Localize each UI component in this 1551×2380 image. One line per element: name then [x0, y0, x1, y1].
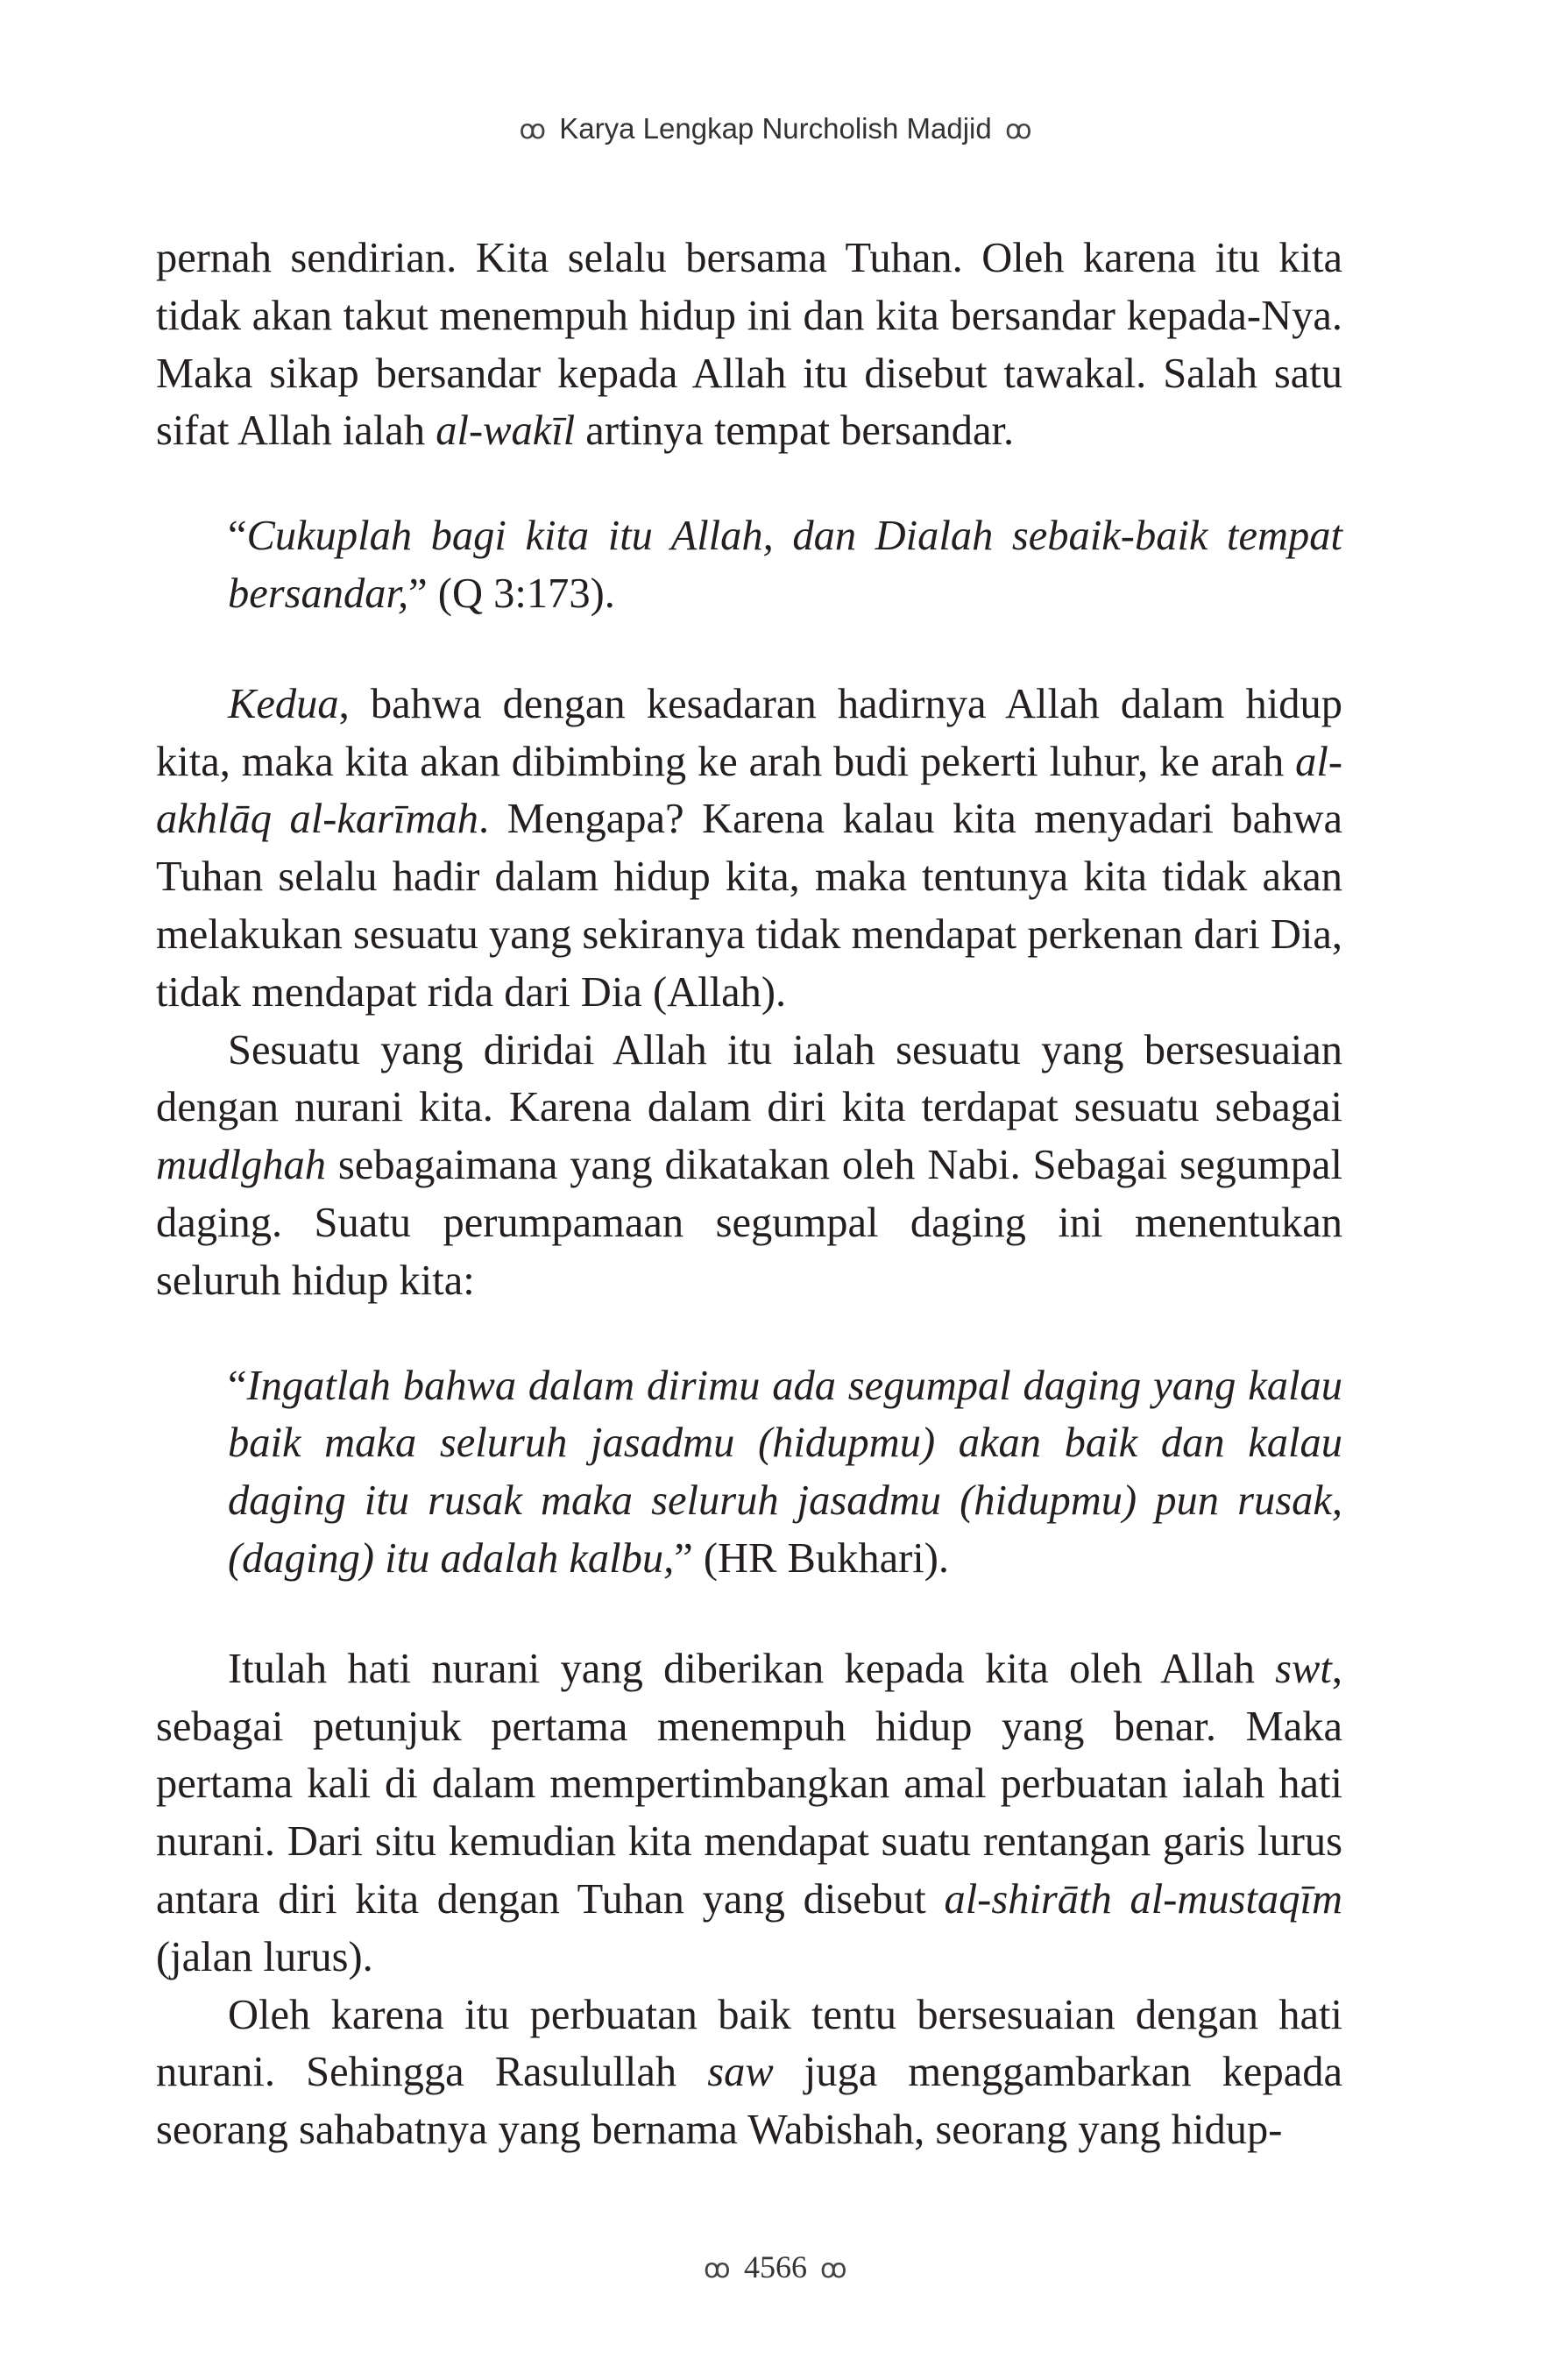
quote-hr-bukhari: “Ingatlah bahwa dalam dirimu ada segumpal daging yang kalau baik maka seluruh jasadmu (hidupmu) akan baik dan kalau daging itu rusak maka seluruh jasadmu (hidupmu) pun rusak, (daging) itu adalah kalbu,” (HR Bukhari).: [228, 1362, 1342, 1582]
ornament-right-icon: ꝏ: [1004, 115, 1032, 145]
page-number: 4566: [744, 2249, 807, 2284]
ornament-right-icon: ꝏ: [820, 2254, 847, 2284]
paragraph-kedua: Kedua, bahwa dengan kesadaran hadirnya Allah dalam hidup kita, maka kita akan dibimbing ke arah budi pekerti luhur, ke arah al-akhlāq al-karīmah. Mengapa? Karena kalau kita menyadari bahwa Tuhan selalu hadir dalam hidup kita, maka tentunya kita tidak akan melakukan sesuatu yang sekiranya tidak mendapat perkenan dari Dia, tidak mendapat rida dari Dia (Allah).: [156, 680, 1343, 1016]
ornament-left-icon: ꝏ: [704, 2254, 731, 2284]
paragraph-perbuatan-baik: Oleh karena itu perbuatan baik tentu bersesuaian dengan hati nurani. Sehingga Rasulullah saw juga menggambarkan kepada seorang sahabatnya yang bernama Wabishah, seorang yang hidup-: [156, 1991, 1342, 2154]
page-footer: [0, 2249, 1551, 2285]
ornament-left-icon: ꝏ: [519, 115, 547, 145]
paragraph-diridai: Sesuatu yang diridai Allah itu ialah sesuatu yang bersesuaian dengan nurani kita. Karena dalam diri kita terdapat sesuatu sebagai mudlghah sebagaimana yang dikatakan oleh Nabi. Sebagai segumpal daging. Suatu perumpamaan segumpal daging ini menentukan seluruh hidup kita:: [156, 1026, 1342, 1304]
paragraph-1: pernah sendirian. Kita selalu bersama Tuhan. Oleh karena itu kita tidak akan takut menempuh hidup ini dan kita bersandar kepada-Nya. Maka sikap bersandar kepada Allah itu disebut tawakal. Salah satu sifat Allah ialah al-wakīl artinya tempat bersandar.: [156, 235, 1342, 455]
paragraph-hati-nurani: Itulah hati nurani yang diberikan kepada kita oleh Allah swt, sebagai petunjuk pertama menempuh hidup yang benar. Maka pertama kali di dalam mempertimbangkan amal perbuatan ialah hati nurani. Dari situ kemudian kita mendapat suatu rentangan garis lurus antara diri kita dengan Tuhan yang disebut al-shirāth al-mustaqīm (jalan lurus).: [156, 1645, 1342, 1980]
header-title: Karya Lengkap Nurcholish Madjid: [559, 112, 992, 145]
page-body: [156, 230, 1342, 2159]
quote-q3-173: “Cukuplah bagi kita itu Allah, dan Dialah sebaik-baik tempat bersandar,” (Q 3:173).: [228, 513, 1342, 617]
running-header: [0, 112, 1551, 145]
